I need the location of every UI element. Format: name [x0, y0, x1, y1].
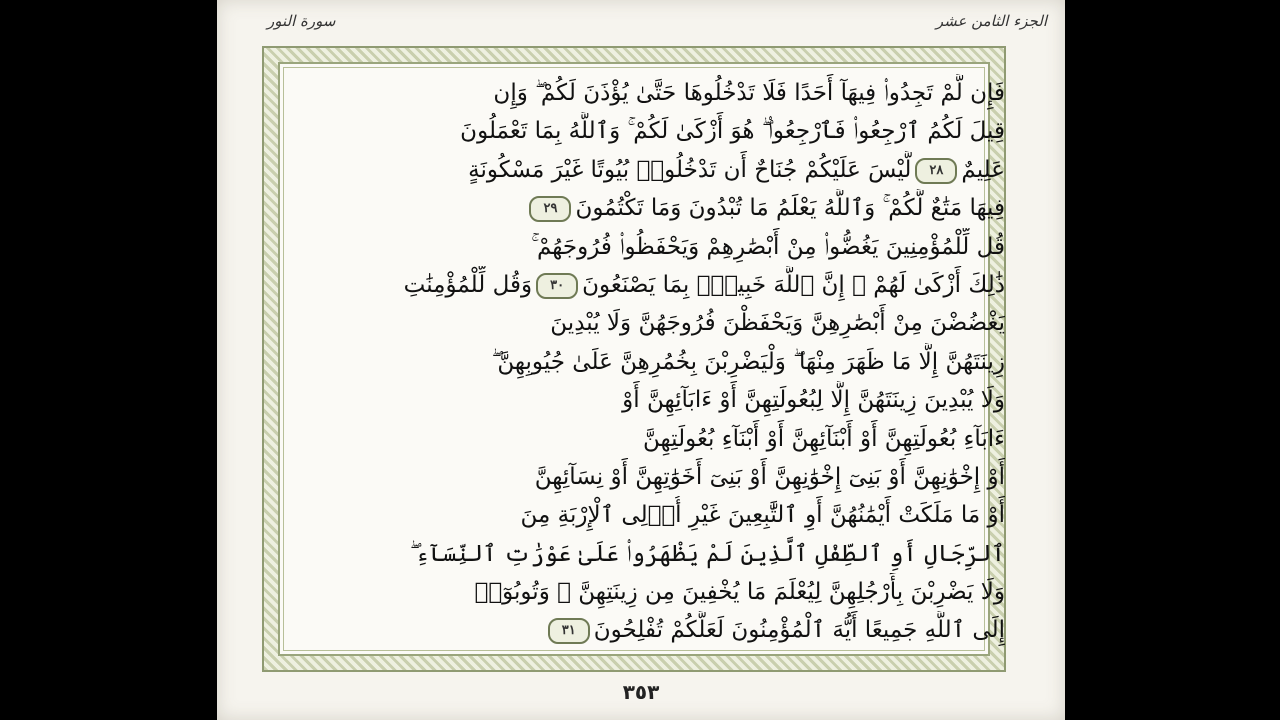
verse-text: وَقُل لِّلْمُؤْمِنَٰتِ — [403, 271, 533, 298]
verse-text: فِيهَا مَتَٰعٌ لَّكُمْ ۚ وَٱللَّهُ يَعْلَمُ مَا تُبْدُونَ وَمَا تَكْتُمُونَ — [575, 195, 1005, 222]
verse-text: عَلِيمٌ — [961, 156, 1005, 183]
verse-text: وَلَا يُبْدِينَ زِينَتَهُنَّ إِلَّا لِبُعُولَتِهِنَّ أَوْ ءَابَآئِهِنَّ أَوْ — [622, 387, 1005, 414]
verse-text: ٱلرِّجَالِ أَوِ ٱلطِّفْلِ ٱلَّذِينَ لَمْ يَظْهَرُوا۟ عَلَىٰ عَوْرَٰتِ ٱلنِّسَآءِ ۖ — [409, 540, 1005, 567]
verse-line — [277, 112, 1005, 150]
verse-line — [277, 151, 1005, 189]
verse-block — [277, 74, 1005, 650]
verse-line — [277, 420, 1005, 458]
ayah-number-marker: ٣٠ — [536, 273, 578, 299]
verse-line — [277, 611, 1005, 649]
page-number: ٣٥٣ — [622, 680, 660, 704]
verse-text: وَلَا يَضْرِبْنَ بِأَرْجُلِهِنَّ لِيُعْلَمَ مَا يُخْفِينَ مِن زِينَتِهِنَّ ۚ وَتُوبُوٓا۟ — [474, 579, 1005, 606]
verse-text: لَّيْسَ عَلَيْكُمْ جُنَاحٌ أَن تَدْخُلُوا۟ بُيُوتًا غَيْرَ مَسْكُونَةٍ — [468, 156, 912, 183]
verse-line — [277, 535, 1005, 573]
verse-text: قُل لِّلْمُؤْمِنِينَ يَغُضُّوا۟ مِنْ أَبْصَٰرِهِمْ وَيَحْفَظُوا۟ فُرُوجَهُمْ ۚ — [531, 233, 1005, 260]
ayah-number-marker: ٢٩ — [529, 196, 571, 222]
verse-text: أَوْ مَا مَلَكَتْ أَيْمَٰنُهُنَّ أَوِ ٱلتَّٰبِعِينَ غَيْرِ أُو۟لِى ٱلْإِرْبَةِ مِنَ — [520, 502, 1005, 529]
verse-line — [277, 458, 1005, 496]
mushaf-page — [217, 0, 1065, 720]
juz-header: الجزء الثامن عشر — [935, 12, 1047, 30]
verse-line — [277, 304, 1005, 342]
ayah-number-marker: ٢٨ — [915, 158, 957, 184]
verse-line — [277, 189, 1005, 227]
verse-text: زِينَتَهُنَّ إِلَّا مَا ظَهَرَ مِنْهَا ۖ وَلْيَضْرِبْنَ بِخُمُرِهِنَّ عَلَىٰ جُيُوبِهِنَّ ۖ — [491, 348, 1005, 375]
surah-name-header: سورة النور — [267, 12, 336, 30]
verse-line — [277, 266, 1005, 304]
verse-text: فَإِن لَّمْ تَجِدُوا۟ فِيهَآ أَحَدًا فَلَا تَدْخُلُوهَا حَتَّىٰ يُؤْذَنَ لَكُمْ ۖ وَإِن — [493, 80, 1005, 106]
verse-text: إِلَى ٱللَّهِ جَمِيعًا أَيُّهَ ٱلْمُؤْمِنُونَ لَعَلَّكُمْ تُفْلِحُونَ — [593, 617, 1005, 644]
verse-line — [277, 381, 1005, 419]
verse-line — [277, 228, 1005, 266]
verse-text: ءَابَآءِ بُعُولَتِهِنَّ أَوْ أَبْنَآئِهِنَّ أَوْ أَبْنَآءِ بُعُولَتِهِنَّ — [643, 425, 1005, 452]
verse-line — [277, 573, 1005, 611]
verse-text: ذَٰلِكَ أَزْكَىٰ لَهُمْ ۗ إِنَّ ٱللَّهَ خَبِيرٌۢ بِمَا يَصْنَعُونَ — [582, 271, 1005, 298]
verse-line — [277, 343, 1005, 381]
verse-line — [277, 74, 1005, 112]
verse-text: أَوْ إِخْوَٰنِهِنَّ أَوْ بَنِىٓ إِخْوَٰنِهِنَّ أَوْ بَنِىٓ أَخَوَٰتِهِنَّ أَوْ نِسَآئِهِنَّ — [534, 463, 1005, 490]
ayah-number-marker: ٣١ — [548, 618, 590, 644]
verse-text: يَغْضُضْنَ مِنْ أَبْصَٰرِهِنَّ وَيَحْفَظْنَ فُرُوجَهُنَّ وَلَا يُبْدِينَ — [550, 310, 1005, 337]
verse-line — [277, 496, 1005, 534]
verse-text: قِيلَ لَكُمُ ٱرْجِعُوا۟ فَٱرْجِعُوا۟ ۖ هُوَ أَزْكَىٰ لَكُمْ ۚ وَٱللَّهُ بِمَا تَعْمَلُونَ — [460, 118, 1005, 145]
